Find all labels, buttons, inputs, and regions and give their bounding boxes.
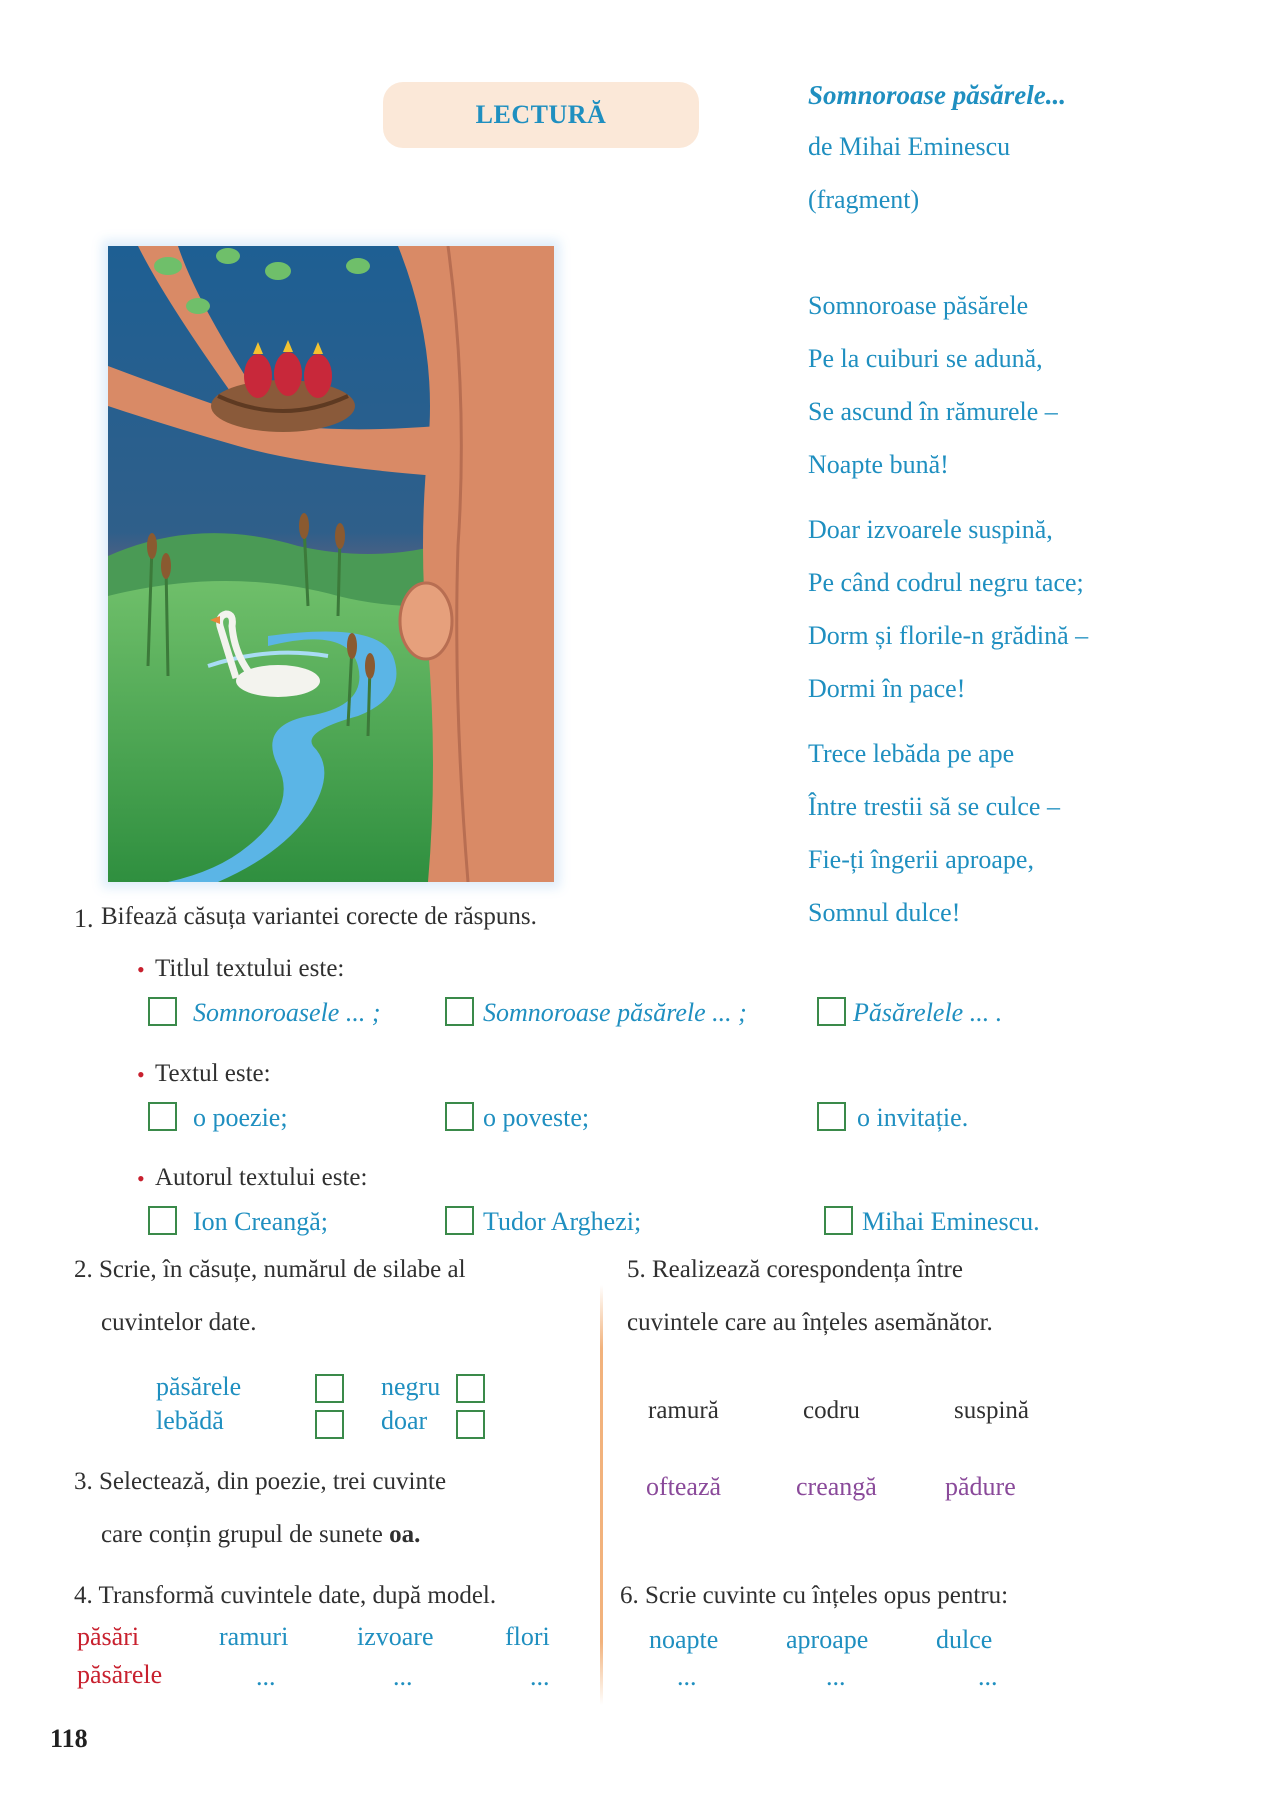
exercise-3-instruction: 3. Selectează, din poezie, trei cuvinte xyxy=(74,1468,447,1495)
poem-author: de Mihai Eminescu xyxy=(808,132,1011,161)
poem-line: Somnul dulce! xyxy=(808,898,961,927)
exercise-1-number: 1. xyxy=(74,904,94,933)
poem-title: Somnoroase păsărele... xyxy=(808,80,1067,110)
exercise-5-instruction-cont: cuvintele care au înțeles asemănător. xyxy=(627,1309,993,1336)
poem-line: Fie-ți îngerii aproape, xyxy=(808,845,1034,874)
syllable-box[interactable] xyxy=(456,1410,485,1439)
option-label: Mihai Eminescu. xyxy=(862,1207,1040,1236)
poem-line: Se ascund în rămurele – xyxy=(808,397,1058,426)
given-word: noapte xyxy=(649,1625,719,1654)
checkbox-option[interactable] xyxy=(445,1206,474,1235)
poem-note: (fragment) xyxy=(808,185,920,214)
model-word: păsări xyxy=(77,1622,140,1651)
page-number: 118 xyxy=(50,1724,88,1753)
model-result: păsărele xyxy=(77,1660,163,1689)
checkbox-option[interactable] xyxy=(817,997,846,1026)
exercise-2-instruction: 2. Scrie, în căsuțe, numărul de silabe al xyxy=(74,1256,466,1283)
poem-line: Doar izvoarele suspină, xyxy=(808,515,1053,544)
sound-group: oa. xyxy=(389,1521,421,1548)
match-word[interactable]: pădure xyxy=(945,1472,1016,1501)
column-divider xyxy=(600,1285,603,1705)
checkbox-option[interactable] xyxy=(445,997,474,1026)
nest-swan-illustration xyxy=(108,246,554,882)
option-label: Somnoroasele ... ; xyxy=(193,998,381,1027)
exercise-6-instruction: 6. Scrie cuvinte cu înțeles opus pentru: xyxy=(620,1582,1009,1609)
poem-line: Trece lebăda pe ape xyxy=(808,739,1015,768)
match-word[interactable]: ramură xyxy=(648,1397,719,1424)
answer-blank[interactable]: ... xyxy=(530,1662,550,1691)
answer-blank[interactable]: ... xyxy=(393,1662,413,1691)
option-label: o invitație. xyxy=(857,1103,969,1132)
poem-line: Dormi în pace! xyxy=(808,674,966,703)
question-author-prompt: Autorul textului este: xyxy=(155,1164,368,1191)
exercise-2-instruction-cont: cuvintelor date. xyxy=(101,1309,257,1336)
word-label: păsărele xyxy=(156,1372,242,1401)
poem-line: Între trestii să se culce – xyxy=(808,792,1060,821)
section-label: LECTURĂ xyxy=(383,82,699,148)
exercise-1-instruction: Bifează căsuța variantei corecte de răspuns. xyxy=(101,903,537,930)
exercise-4-instruction: 4. Transformă cuvintele date, după model. xyxy=(74,1582,497,1609)
given-word: ramuri xyxy=(219,1622,289,1651)
poem-line: Somnoroase păsărele xyxy=(808,291,1029,320)
option-label: Tudor Arghezi; xyxy=(483,1207,642,1236)
checkbox-option[interactable] xyxy=(817,1102,846,1131)
bullet-icon: • xyxy=(137,1166,145,1191)
checkbox-option[interactable] xyxy=(824,1206,853,1235)
option-label: Păsărelele ... . xyxy=(853,998,1003,1027)
given-word: dulce xyxy=(936,1625,993,1654)
answer-blank[interactable]: ... xyxy=(978,1662,998,1691)
poem-line: Dorm și florile-n grădină – xyxy=(808,621,1089,650)
question-title-prompt: Titlul textului este: xyxy=(155,955,345,982)
answer-blank[interactable]: ... xyxy=(677,1662,697,1691)
exercise-5-instruction: 5. Realizează corespondența între xyxy=(627,1256,963,1283)
illustration-art xyxy=(108,246,554,882)
checkbox-option[interactable] xyxy=(445,1102,474,1131)
checkbox-option[interactable] xyxy=(148,1206,177,1235)
match-word[interactable]: codru xyxy=(803,1397,860,1424)
bullet-icon: • xyxy=(137,1062,145,1087)
syllable-box[interactable] xyxy=(315,1374,344,1403)
syllable-box[interactable] xyxy=(315,1410,344,1439)
match-word[interactable]: suspină xyxy=(954,1397,1029,1424)
option-label: Ion Creangă; xyxy=(193,1207,329,1236)
answer-blank[interactable]: ... xyxy=(256,1662,276,1691)
exercise-3-instruction-cont xyxy=(101,1521,420,1549)
poem-line: Pe la cuiburi se adună, xyxy=(808,344,1043,373)
checkbox-option[interactable] xyxy=(148,1102,177,1131)
match-word[interactable]: creangă xyxy=(796,1472,877,1501)
word-label: lebădă xyxy=(156,1406,224,1435)
poem-line: Pe când codrul negru tace; xyxy=(808,568,1084,597)
answer-blank[interactable]: ... xyxy=(826,1662,846,1691)
syllable-box[interactable] xyxy=(456,1374,485,1403)
checkbox-option[interactable] xyxy=(148,997,177,1026)
question-type-prompt: Textul este: xyxy=(155,1060,271,1087)
option-label: o poveste; xyxy=(483,1103,590,1132)
option-label: o poezie; xyxy=(193,1103,288,1132)
poem-line: Noapte bună! xyxy=(808,450,949,479)
word-label: doar xyxy=(381,1406,428,1435)
given-word: flori xyxy=(505,1622,550,1651)
match-word[interactable]: oftează xyxy=(646,1472,722,1501)
given-word: aproape xyxy=(786,1625,869,1654)
word-label: negru xyxy=(381,1372,441,1401)
bullet-icon: • xyxy=(137,957,145,982)
option-label: Somnoroase păsărele ... ; xyxy=(483,998,747,1027)
given-word: izvoare xyxy=(357,1622,434,1651)
exercise-3-text: care conțin grupul de sunete xyxy=(101,1521,383,1548)
